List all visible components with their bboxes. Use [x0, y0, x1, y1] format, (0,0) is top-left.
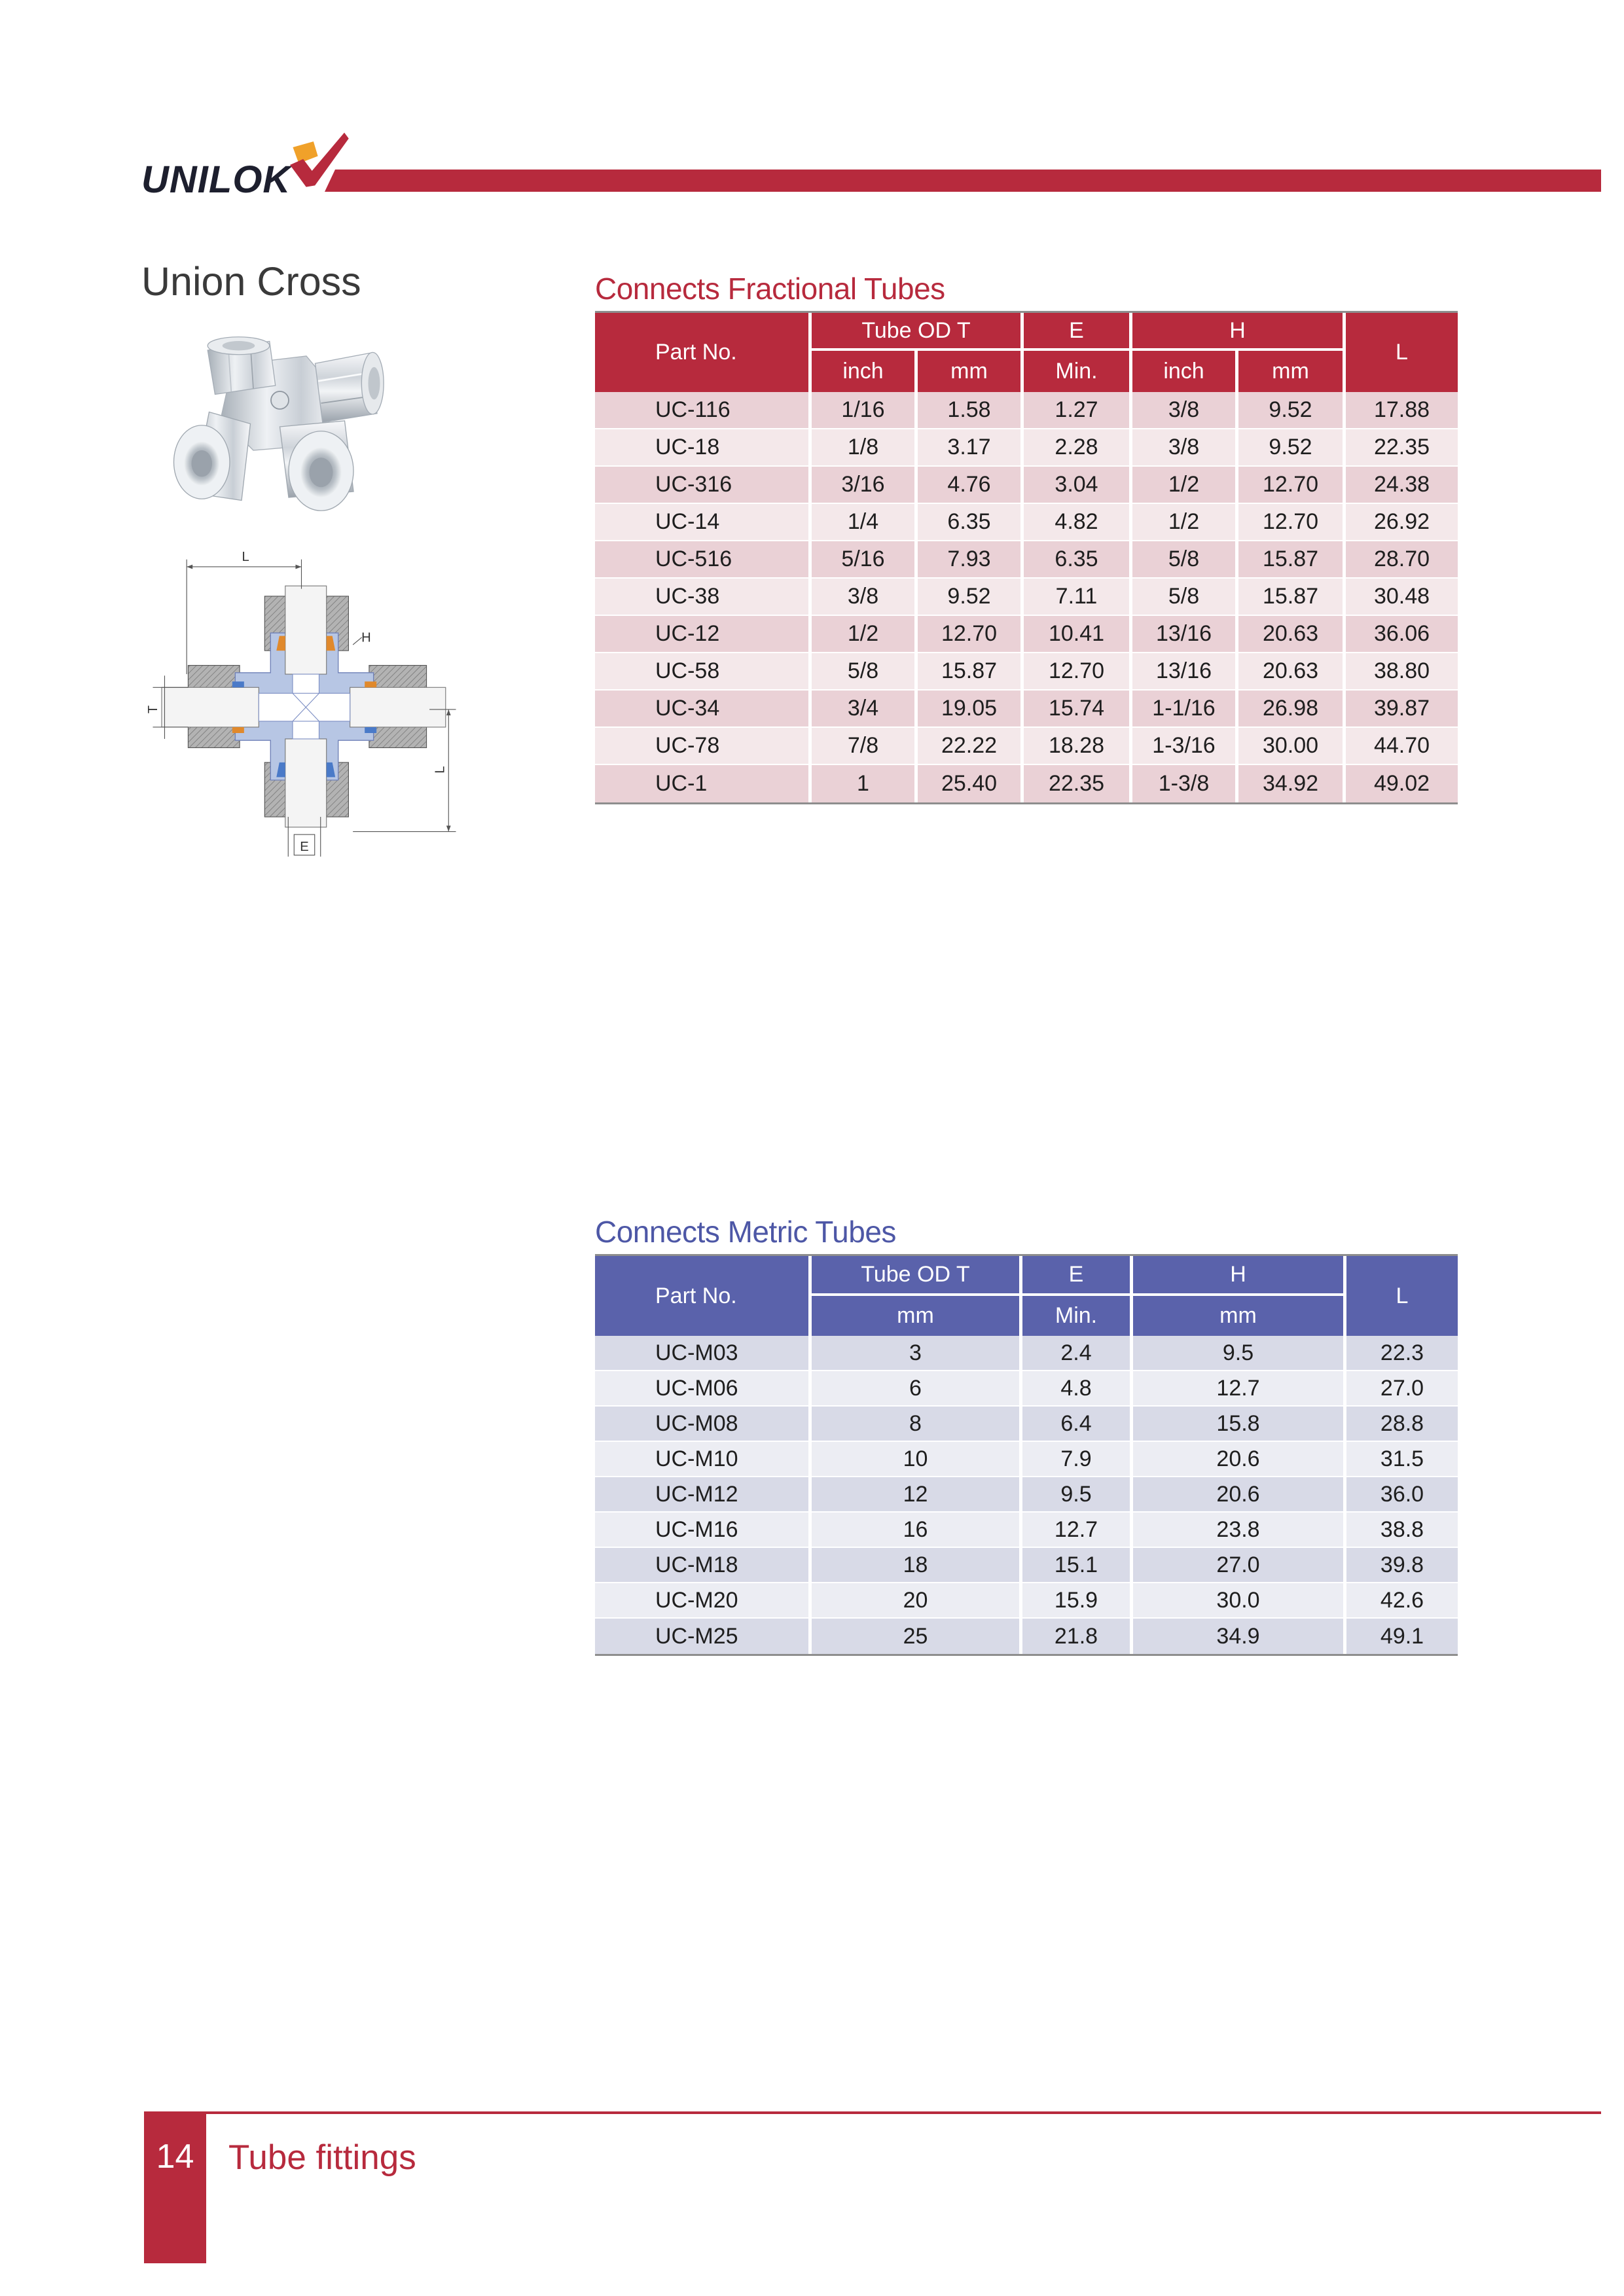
part-no-cell: UC-78	[595, 728, 812, 765]
e-min-cell: 7.9	[1022, 1442, 1133, 1477]
table-row	[595, 1619, 1458, 1654]
tube-od-inch-cell: 1	[812, 765, 918, 802]
tube-od-mm-cell: 12	[812, 1477, 1022, 1513]
h-inch-cell: 5/8	[1132, 579, 1238, 616]
part-no-cell: UC-1	[595, 765, 812, 802]
label-length-side: L	[433, 766, 448, 774]
footer-rule	[144, 2111, 1601, 2114]
h-inch-cell: 3/8	[1132, 392, 1238, 429]
l-cell: 49.1	[1346, 1619, 1458, 1654]
table-row	[595, 429, 1458, 467]
subheader-e-min: Min.	[1024, 351, 1132, 392]
table-row	[595, 1336, 1458, 1371]
tube-od-mm-cell: 25.40	[918, 765, 1024, 802]
header-tube-od: Tube OD T	[812, 1256, 1022, 1296]
l-cell: 28.8	[1346, 1407, 1458, 1442]
table-row	[595, 541, 1458, 579]
e-min-cell: 21.8	[1022, 1619, 1133, 1654]
h-inch-cell: 13/16	[1132, 653, 1238, 691]
table-row	[595, 1583, 1458, 1619]
subheader-h-mm: mm	[1133, 1296, 1346, 1336]
header-part-no: Part No.	[595, 1256, 812, 1336]
part-no-cell: UC-M18	[595, 1548, 812, 1583]
h-mm-cell: 20.6	[1133, 1442, 1346, 1477]
tube-od-mm-cell: 8	[812, 1407, 1022, 1442]
table-row	[595, 691, 1458, 728]
h-mm-cell: 34.92	[1238, 765, 1346, 802]
h-mm-cell: 30.0	[1133, 1583, 1346, 1619]
part-no-cell: UC-M06	[595, 1371, 812, 1407]
part-no-cell: UC-516	[595, 541, 812, 579]
subheader-tube-od-mm: mm	[812, 1296, 1022, 1336]
part-no-cell: UC-58	[595, 653, 812, 691]
part-no-cell: UC-M25	[595, 1619, 812, 1654]
e-min-cell: 6.35	[1024, 541, 1132, 579]
metric-table-body	[595, 1336, 1458, 1654]
part-no-cell: UC-M20	[595, 1583, 812, 1619]
page-title: Union Cross	[141, 259, 361, 304]
part-no-cell: UC-316	[595, 467, 812, 504]
tube-od-mm-cell: 7.93	[918, 541, 1024, 579]
product-photo	[165, 327, 389, 521]
tube-od-mm-cell: 16	[812, 1513, 1022, 1548]
table-row	[595, 1407, 1458, 1442]
tube-od-inch-cell: 3/16	[812, 467, 918, 504]
tube-od-mm-cell: 3.17	[918, 429, 1024, 467]
table-row	[595, 1477, 1458, 1513]
part-no-cell: UC-M10	[595, 1442, 812, 1477]
l-cell: 27.0	[1346, 1371, 1458, 1407]
header-tube-od: Tube OD T	[812, 313, 1024, 351]
header-l: L	[1346, 1256, 1458, 1336]
tube-od-inch-cell: 1/8	[812, 429, 918, 467]
e-min-cell: 1.27	[1024, 392, 1132, 429]
e-min-cell: 18.28	[1024, 728, 1132, 765]
tube-od-mm-cell: 3	[812, 1336, 1022, 1371]
h-mm-cell: 15.87	[1238, 541, 1346, 579]
h-inch-cell: 1/2	[1132, 467, 1238, 504]
l-cell: 24.38	[1346, 467, 1458, 504]
e-min-cell: 10.41	[1024, 616, 1132, 653]
table-row	[595, 504, 1458, 541]
l-cell: 39.8	[1346, 1548, 1458, 1583]
table-row	[595, 392, 1458, 429]
h-mm-cell: 30.00	[1238, 728, 1346, 765]
label-length-top: L	[242, 549, 249, 564]
part-no-cell: UC-M16	[595, 1513, 812, 1548]
l-cell: 49.02	[1346, 765, 1458, 802]
l-cell: 30.48	[1346, 579, 1458, 616]
l-cell: 26.92	[1346, 504, 1458, 541]
h-mm-cell: 26.98	[1238, 691, 1346, 728]
h-mm-cell: 9.52	[1238, 429, 1346, 467]
l-cell: 28.70	[1346, 541, 1458, 579]
h-inch-cell: 13/16	[1132, 616, 1238, 653]
e-min-cell: 12.70	[1024, 653, 1132, 691]
e-min-cell: 9.5	[1022, 1477, 1133, 1513]
h-mm-cell: 23.8	[1133, 1513, 1346, 1548]
table-row	[595, 1513, 1458, 1548]
nut-right	[316, 352, 384, 422]
body-mark	[271, 391, 289, 409]
tube-od-mm-cell: 25	[812, 1619, 1022, 1654]
e-min-cell: 2.4	[1022, 1336, 1133, 1371]
table-row	[595, 765, 1458, 802]
tube-od-inch-cell: 7/8	[812, 728, 918, 765]
part-no-cell: UC-34	[595, 691, 812, 728]
tube-od-mm-cell: 9.52	[918, 579, 1024, 616]
subheader-tube-od-mm: mm	[918, 351, 1024, 392]
l-cell: 22.3	[1346, 1336, 1458, 1371]
header-e: E	[1024, 313, 1132, 351]
tube-od-inch-cell: 1/2	[812, 616, 918, 653]
brand-logo-mark	[284, 124, 350, 194]
subheader-e-min: Min.	[1022, 1296, 1133, 1336]
header-h: H	[1133, 1256, 1346, 1296]
h-mm-cell: 20.63	[1238, 653, 1346, 691]
tube-od-mm-cell: 20	[812, 1583, 1022, 1619]
l-cell: 36.0	[1346, 1477, 1458, 1513]
brand-logo-text: UNILOK	[141, 158, 291, 201]
tube-od-inch-cell: 5/8	[812, 653, 918, 691]
dimension-diagram	[144, 537, 465, 864]
l-cell: 38.8	[1346, 1513, 1458, 1548]
part-no-cell: UC-M12	[595, 1477, 812, 1513]
l-cell: 39.87	[1346, 691, 1458, 728]
table-row	[595, 467, 1458, 504]
tube-od-mm-cell: 1.58	[918, 392, 1024, 429]
tube-od-inch-cell: 3/4	[812, 691, 918, 728]
h-mm-cell: 20.63	[1238, 616, 1346, 653]
e-min-cell: 15.74	[1024, 691, 1132, 728]
e-min-cell: 22.35	[1024, 765, 1132, 802]
h-inch-cell: 3/8	[1132, 429, 1238, 467]
h-mm-cell: 12.7	[1133, 1371, 1346, 1407]
table-row	[595, 653, 1458, 691]
e-min-cell: 15.1	[1022, 1548, 1133, 1583]
e-min-cell: 3.04	[1024, 467, 1132, 504]
h-inch-cell: 1-3/16	[1132, 728, 1238, 765]
nut-top	[208, 337, 276, 395]
tube-od-inch-cell: 1/4	[812, 504, 918, 541]
fractional-spec-table	[595, 311, 1458, 804]
e-min-cell: 7.11	[1024, 579, 1132, 616]
header-l: L	[1346, 313, 1458, 392]
h-mm-cell: 9.5	[1133, 1336, 1346, 1371]
l-cell: 31.5	[1346, 1442, 1458, 1477]
e-min-cell: 2.28	[1024, 429, 1132, 467]
label-hex: H	[361, 630, 371, 645]
e-min-cell: 4.82	[1024, 504, 1132, 541]
tube-od-mm-cell: 22.22	[918, 728, 1024, 765]
label-bore: E	[300, 839, 309, 854]
table-row	[595, 579, 1458, 616]
tube-od-inch-cell: 5/16	[812, 541, 918, 579]
h-mm-cell: 12.70	[1238, 504, 1346, 541]
header-h: H	[1132, 313, 1346, 351]
l-cell: 36.06	[1346, 616, 1458, 653]
l-cell: 42.6	[1346, 1583, 1458, 1619]
part-no-cell: UC-M03	[595, 1336, 812, 1371]
part-no-cell: UC-38	[595, 579, 812, 616]
tube-od-inch-cell: 3/8	[812, 579, 918, 616]
tube-od-inch-cell: 1/16	[812, 392, 918, 429]
part-no-cell: UC-116	[595, 392, 812, 429]
tube-od-mm-cell: 19.05	[918, 691, 1024, 728]
h-inch-cell: 5/8	[1132, 541, 1238, 579]
table-row	[595, 728, 1458, 765]
fractional-table-title: Connects Fractional Tubes	[595, 272, 945, 306]
tube-od-mm-cell: 15.87	[918, 653, 1024, 691]
l-cell: 22.35	[1346, 429, 1458, 467]
subheader-tube-od-inch: inch	[812, 351, 918, 392]
e-min-cell: 4.8	[1022, 1371, 1133, 1407]
h-mm-cell: 27.0	[1133, 1548, 1346, 1583]
tube-od-mm-cell: 6.35	[918, 504, 1024, 541]
tube-od-mm-cell: 4.76	[918, 467, 1024, 504]
header-part-no: Part No.	[595, 313, 812, 392]
header-e: E	[1022, 1256, 1133, 1296]
e-min-cell: 6.4	[1022, 1407, 1133, 1442]
h-inch-cell: 1-3/8	[1132, 765, 1238, 802]
table-row	[595, 1442, 1458, 1477]
h-mm-cell: 20.6	[1133, 1477, 1346, 1513]
h-inch-cell: 1-1/16	[1132, 691, 1238, 728]
tube-od-mm-cell: 10	[812, 1442, 1022, 1477]
page-number-tab	[144, 2111, 206, 2263]
section-name: Tube fittings	[228, 2138, 416, 2177]
part-no-cell: UC-M08	[595, 1407, 812, 1442]
metric-table-title: Connects Metric Tubes	[595, 1215, 896, 1249]
part-no-cell: UC-14	[595, 504, 812, 541]
l-cell: 17.88	[1346, 392, 1458, 429]
l-cell: 44.70	[1346, 728, 1458, 765]
table-row	[595, 1548, 1458, 1583]
e-min-cell: 15.9	[1022, 1583, 1133, 1619]
brand-bar	[325, 170, 1601, 192]
h-mm-cell: 34.9	[1133, 1619, 1346, 1654]
l-cell: 38.80	[1346, 653, 1458, 691]
subheader-h-mm: mm	[1238, 351, 1346, 392]
part-no-cell: UC-12	[595, 616, 812, 653]
label-tube-od: T	[146, 705, 161, 714]
table-row	[595, 616, 1458, 653]
h-mm-cell: 12.70	[1238, 467, 1346, 504]
page-number: 14	[156, 2138, 194, 2176]
fractional-table-body	[595, 392, 1458, 802]
subheader-h-inch: inch	[1132, 351, 1238, 392]
h-mm-cell: 15.8	[1133, 1407, 1346, 1442]
e-min-cell: 12.7	[1022, 1513, 1133, 1548]
tube-od-mm-cell: 6	[812, 1371, 1022, 1407]
h-inch-cell: 1/2	[1132, 504, 1238, 541]
part-no-cell: UC-18	[595, 429, 812, 467]
metric-spec-table	[595, 1254, 1458, 1656]
nut-front-left	[174, 412, 251, 501]
tube-od-mm-cell: 12.70	[918, 616, 1024, 653]
tube-od-mm-cell: 18	[812, 1548, 1022, 1583]
nut-front-right	[280, 421, 354, 511]
table-row	[595, 1371, 1458, 1407]
h-mm-cell: 15.87	[1238, 579, 1346, 616]
h-mm-cell: 9.52	[1238, 392, 1346, 429]
